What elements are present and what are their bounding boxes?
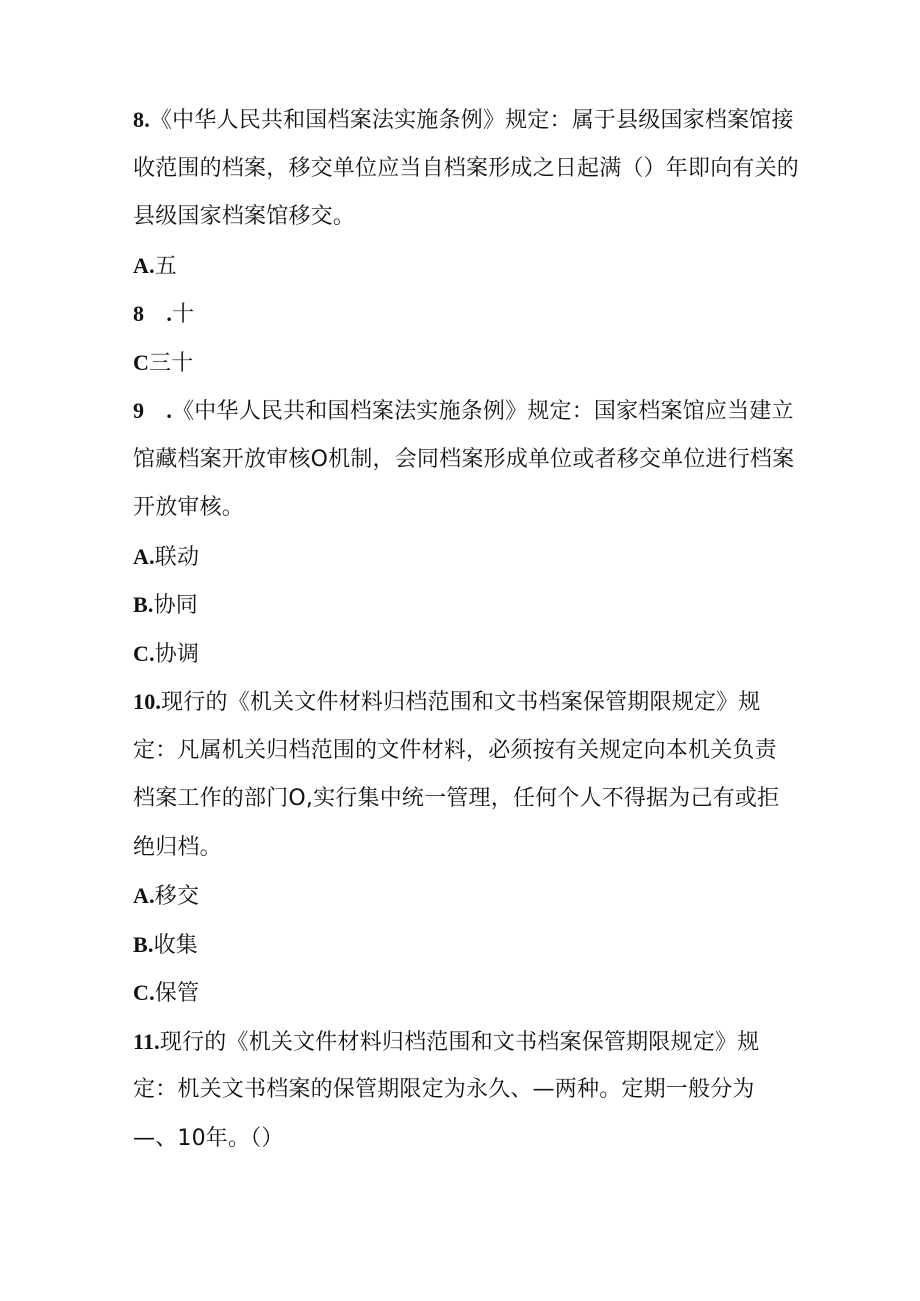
q11-line-3 [133, 1127, 793, 1151]
q8-line-3 [133, 205, 793, 229]
q8-number: 8. [133, 107, 150, 132]
q8-text-2: 收范围的档案，移交单位应当自档案形成之日起满（）年即向有关的 [133, 155, 800, 181]
q9-option-b [133, 593, 793, 617]
document-page [133, 107, 800, 1175]
q9-line-3 [133, 496, 793, 520]
q9-line-1 [133, 399, 793, 423]
q10-line-4 [133, 836, 793, 860]
q9-option-b-label: B. [133, 592, 154, 617]
q10-line-1 [133, 690, 793, 714]
q9-number: 9 . [133, 398, 173, 423]
q10-text-1: 现行的《机关文件材料归档范围和文书档案保管期限规定》规 [161, 690, 761, 715]
q10-line-2 [133, 739, 793, 763]
q9-option-a [133, 545, 793, 569]
q9-option-a-label: A. [133, 543, 155, 569]
q8-option-c [133, 351, 793, 375]
q11-line-1 [133, 1030, 793, 1054]
q8-option-b [133, 302, 793, 326]
q10-line-3 [133, 787, 793, 811]
q11-text-1: 现行的《机关文件材料归档范围和文书档案保管期限规定》规 [159, 1029, 760, 1055]
q9-line-2 [133, 448, 793, 472]
q9-option-c [133, 642, 793, 666]
q9-option-b-text: 协同 [153, 593, 198, 618]
q11-line-2 [133, 1078, 793, 1102]
q8-line-1 [133, 108, 793, 132]
q8-option-a-text: 五 [154, 253, 177, 279]
q10-text-4: 绝归档。 [133, 834, 222, 860]
q10-text-3: 档案工作的部门O,实行集中统一管理，任何个人不得据为己有或拒 [133, 786, 780, 811]
q8-option-c-text: 三十 [149, 350, 194, 376]
q10-option-c [133, 981, 793, 1005]
q8-option-c-label: C [133, 349, 150, 375]
q11-text-3: —、10年。（） [133, 1125, 284, 1151]
q11-number: 11. [133, 1028, 160, 1054]
q11-text-2: 定：机关文书档案的保管期限定为永久、—两种。定期一般分为 [133, 1077, 755, 1102]
q8-option-a-label: A. [133, 252, 155, 278]
q10-option-b-text: 收集 [153, 932, 198, 958]
q10-option-b [133, 933, 793, 957]
q10-text-2: 定：凡属机关归档范围的文件材料，必须按有关规定向本机关负责 [133, 737, 777, 763]
q9-option-a-text: 联动 [154, 544, 200, 570]
q8-line-2 [133, 155, 800, 181]
q9-option-c-text: 协调 [154, 641, 200, 667]
q8-option-a [133, 254, 793, 278]
q9-text-1: 《中华人民共和国档案法实施条例》规定：国家档案馆应当建立 [172, 399, 794, 424]
q8-text-1: 《中华人民共和国档案法实施条例》规定：属于县级国家档案馆接 [149, 108, 794, 133]
q10-option-b-label: B. [133, 931, 154, 957]
q8-text-3: 县级国家档案馆移交。 [133, 204, 356, 229]
q9-text-2: 馆藏档案开放审核O机制，会同档案形成单位或者移交单位进行档案 [133, 446, 795, 472]
q8-option-b-label: 8 . [133, 301, 173, 326]
q10-option-c-label: C. [133, 980, 155, 1005]
q9-option-c-label: C. [133, 640, 155, 666]
q10-option-c-text: 保管 [154, 981, 200, 1006]
q9-text-3: 开放审核。 [133, 495, 245, 520]
q10-number: 10. [133, 689, 162, 714]
q10-option-a-label: A. [133, 883, 155, 908]
q10-option-a [133, 884, 793, 908]
q10-option-a-text: 移交 [154, 884, 200, 909]
q8-option-b-text: 十 [172, 302, 195, 327]
